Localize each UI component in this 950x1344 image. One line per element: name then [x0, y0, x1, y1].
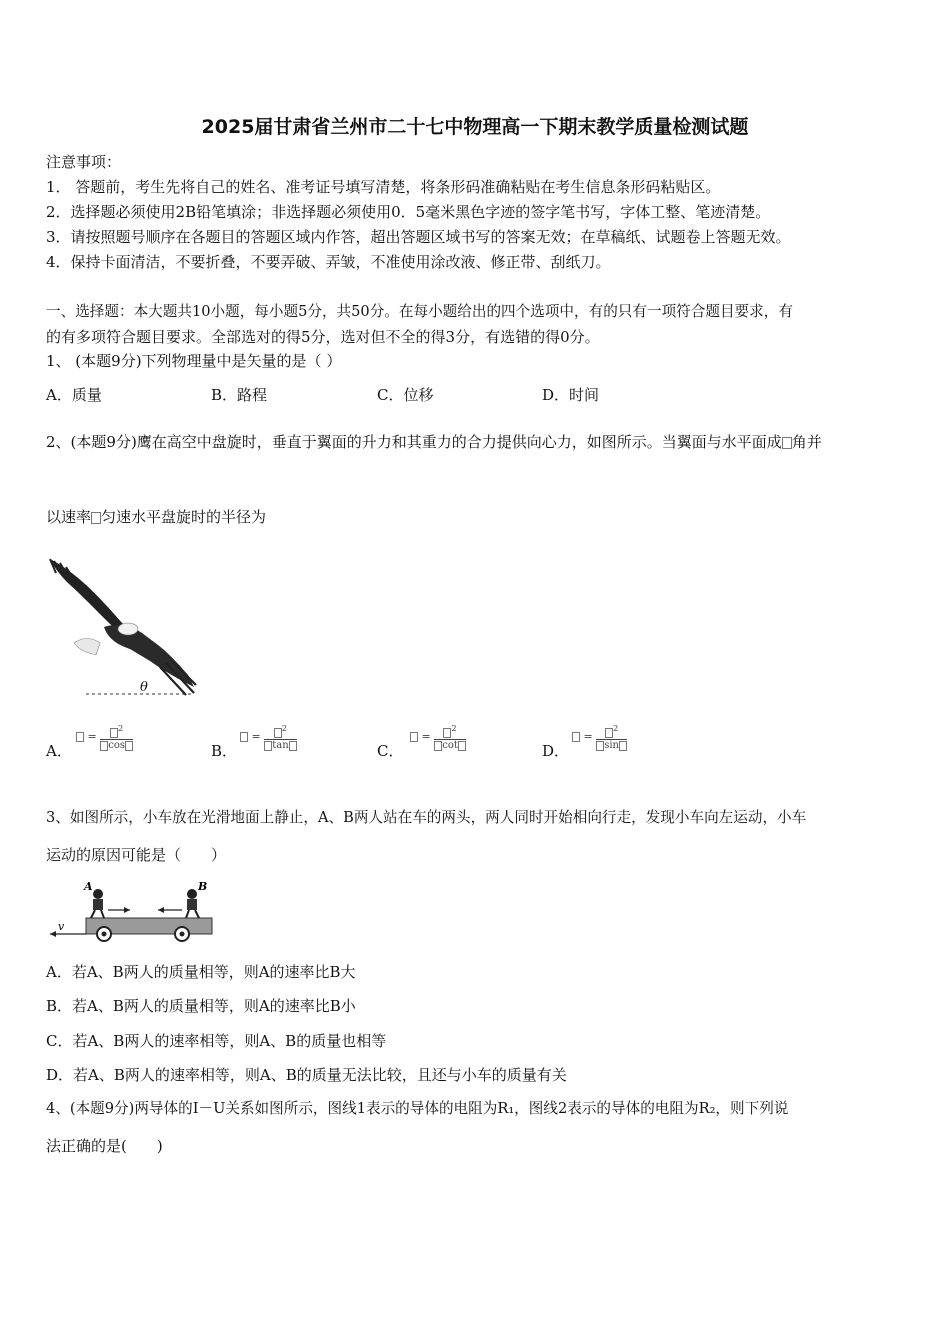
q2-option-c-formula	[410, 722, 466, 752]
q1-stem: 1、 (本题9分)下列物理量中是矢量的是（ ）	[46, 352, 342, 370]
missing-glyph-icon	[91, 512, 101, 524]
notice-item-2: 2．选择题必须使用2B铅笔填涂；非选择题必须使用0．5毫米黑色字迹的签字笔书写，字体工整、笔迹清楚。	[46, 203, 771, 221]
q2-option-a-equals: =	[87, 730, 97, 744]
q1-option-d: D．时间	[542, 386, 600, 404]
eagle-wing-left	[50, 559, 126, 635]
notice-heading: 注意事项：	[46, 153, 122, 171]
section1-instructions-line2: 的有多项符合题目要求。全部选对的得5分，选对但不全的得3分，有选错的得0分。	[46, 328, 600, 346]
notice-item-4: 4．保持卡面清洁，不要折叠，不要弄破、弄皱，不准使用涂改液、修正带、刮纸刀。	[46, 253, 611, 271]
velocity-label: v	[58, 920, 65, 933]
person-b-label: B	[198, 880, 208, 893]
q2-option-d	[542, 741, 569, 761]
q4-stem-line1: 4、(本题9分)两导体的I－U关系如图所示，图线1表示的导体的电阻为R₁，图线2表示的导体的电阻为R₂，则下列说	[46, 1100, 789, 1117]
q2-stem-line2	[46, 507, 266, 527]
person-a-label: A	[84, 880, 93, 893]
missing-glyph-icon	[240, 732, 248, 742]
missing-glyph-icon	[410, 732, 418, 742]
q2-stem-line1	[46, 432, 822, 452]
missing-glyph-icon	[76, 732, 84, 742]
q2-stem-text-a: 2、(本题9分)鹰在高空中盘旋时，垂直于翼面的升力和其重力的合力提供向心力，如图所示。当翼面与水平面成	[46, 433, 782, 451]
q1-option-b: B．路程	[211, 386, 268, 404]
theta-label: θ	[140, 680, 148, 695]
person-a	[91, 889, 104, 918]
q2-option-b-equals: =	[251, 730, 261, 744]
q2-stem-text-d: 匀速水平盘旋时的半径为	[101, 508, 267, 526]
q2-stem-text-c: 以速率	[46, 508, 92, 526]
denominator-func: tan	[272, 740, 289, 752]
q1-option-a: A．质量	[46, 386, 102, 404]
person-b	[186, 889, 199, 918]
q3-stem-line1: 3、如图所示，小车放在光滑地面上静止，A、B两人站在车的两头，两人同时开始相向行走，发现小车向左运动，小车	[46, 809, 807, 826]
q3-option-a: A．若A、B两人的质量相等，则A的速率比B大	[46, 963, 356, 981]
notice-item-3: 3．请按照题号顺序在各题目的答题区域内作答，超出答题区域书写的答案无效；在草稿纸、试题卷上答题无效。	[46, 228, 791, 246]
missing-glyph-icon	[572, 732, 580, 742]
denominator-func: sin	[604, 740, 619, 752]
fraction	[100, 722, 133, 752]
q3-option-c: C．若A、B两人的速率相等，则A、B的质量也相等	[46, 1032, 387, 1050]
q3-option-d: D．若A、B两人的速率相等，则A、B的质量无法比较，且还与小车的质量有关	[46, 1066, 567, 1084]
q2-option-a-label: A．	[46, 742, 72, 760]
eagle-head	[118, 623, 138, 635]
fraction	[264, 722, 296, 752]
q3-option-b: B．若A、B两人的质量相等，则A的速率比B小	[46, 997, 356, 1015]
q2-option-c-equals: =	[421, 730, 431, 744]
q2-option-b-formula	[240, 722, 297, 752]
q2-option-d-label: D．	[542, 742, 570, 760]
page-title: 2025届甘肃省兰州市二十七中物理高一下期末教学质量检测试题	[201, 116, 749, 138]
q2-option-b-label: B．	[211, 742, 238, 760]
fraction	[434, 722, 466, 752]
q2-stem-text-b: 角并	[791, 433, 822, 451]
q2-option-c-label: C．	[377, 742, 404, 760]
fraction	[596, 722, 627, 752]
exponent: 2	[281, 723, 288, 733]
eagle-tail	[74, 639, 100, 656]
q4-stem-line2: 法正确的是( )	[46, 1137, 163, 1155]
q2-option-d-formula	[572, 722, 627, 752]
q2-option-a-formula	[76, 722, 133, 752]
q2-option-d-equals: =	[583, 730, 593, 744]
q2-option-a	[46, 741, 72, 761]
cart-figure	[46, 876, 218, 948]
q1-option-c: C．位移	[377, 386, 434, 404]
exponent: 2	[117, 723, 124, 733]
q3-stem-line2: 运动的原因可能是（ ）	[46, 846, 227, 864]
eagle-figure	[46, 553, 201, 699]
q2-option-b	[211, 741, 237, 761]
section1-instructions-line1: 一、选择题：本大题共10小题，每小题5分，共50分。在每小题给出的四个选项中，有的只有一项符合题目要求，有	[46, 303, 793, 320]
denominator-func: cot	[442, 740, 458, 752]
missing-glyph-icon	[782, 437, 792, 449]
exponent: 2	[612, 723, 619, 733]
notice-item-1: 1． 答题前，考生先将自己的姓名、准考证号填写清楚，将条形码准确粘贴在考生信息条形码粘贴区。	[46, 178, 721, 196]
exponent: 2	[451, 723, 457, 733]
q2-option-c	[377, 741, 403, 761]
denominator-func: cos	[108, 740, 125, 752]
